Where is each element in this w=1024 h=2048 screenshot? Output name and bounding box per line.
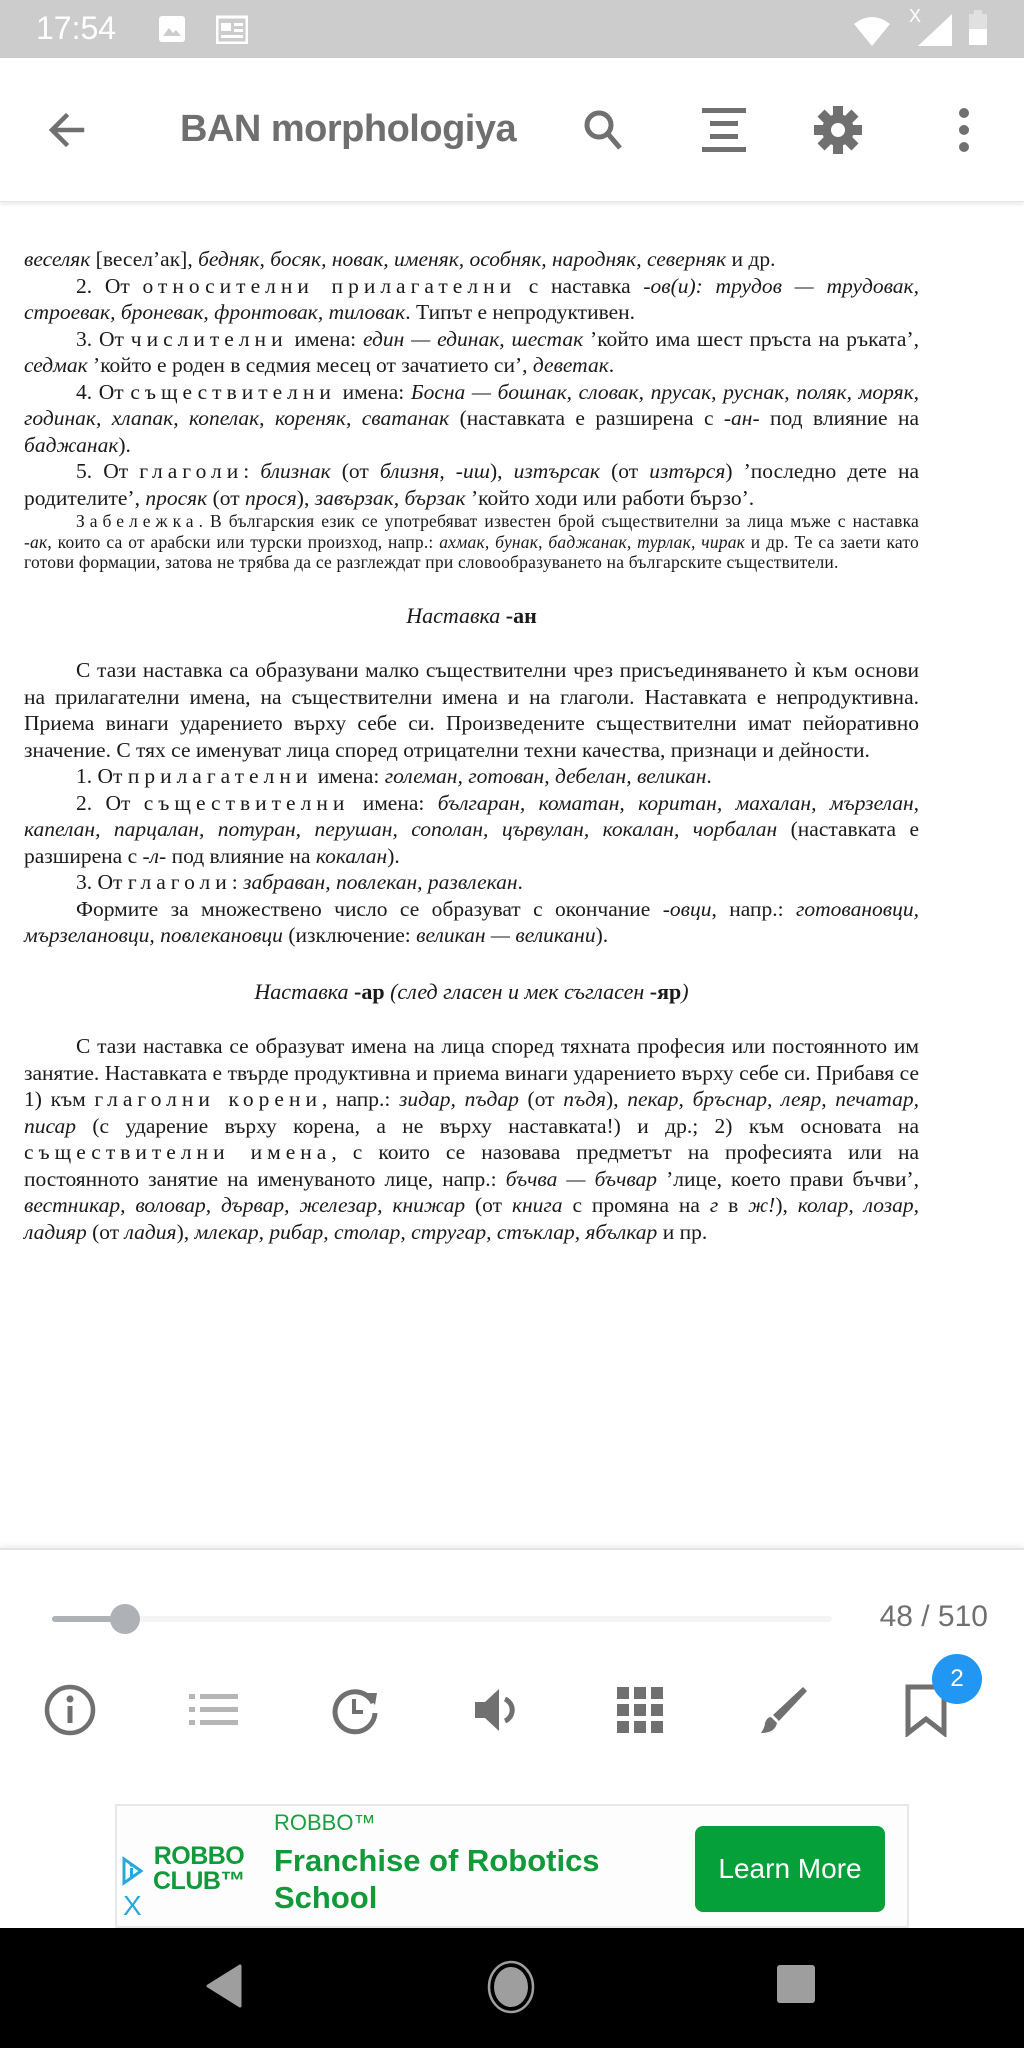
reader-controls (0, 1548, 1024, 1798)
signal-x-mark: X (909, 6, 922, 26)
app-bar (0, 58, 1024, 202)
speaker-icon[interactable] (468, 1680, 528, 1740)
bookmark-count-badge: 2 (932, 1654, 982, 1704)
paragraph: 1. От прилагателни имена: големан, готован, дебелан, великан. (76, 764, 712, 788)
back-triangle-icon[interactable] (204, 1964, 244, 2013)
signal-icon (916, 14, 954, 51)
ad-headline[interactable]: Franchise of Robotics School (274, 1843, 600, 1915)
paragraph: веселяк [весел’ак], бедняк, босяк, новак, именяк, особняк, народняк, северняк и др. (24, 247, 776, 271)
info-icon[interactable] (40, 1680, 100, 1740)
paragraph: С тази наставка се образуват имена на лица според тяхната професия или постоянното им занятие. Наставката е твърде продуктивна и приема винаги ударението върху себе си. Прибавя се 1) към глаголни корени, напр.: зидар, пъдар (от пъдя), пекар, бръснар, леяр, печатар, писар (с ударение върху корена, а не върху наставката!) и др.; 2) към основата на съществителни имена, с които се назовава предметът на професията или на постоянното занятие на именуваното лице, напр.: бъчва — бъчвар ’лице, което прави бъчви’, вестникар, воловар, дървар, железар, книжар (от книга с промяна на г в ж!), колар, лозар, ладияр (от ладия), млекар, рибар, столар, стругар, стъклар, ябълкар и пр. (24, 1034, 919, 1244)
text-align-icon[interactable] (700, 106, 748, 154)
home-circle-icon[interactable] (486, 1960, 536, 2019)
paragraph: 2. От съществителни имена: българан, коматан, коритан, махалан, мързелан, капелан, парцалан, потуран, перушан, сополан, цървулан, кокалан, чорбалан (наставката е разширена с -л- под влияние на кокалан). (24, 790, 919, 868)
section-heading: Наставка -ар (след гласен и мек съгласен -яр) (254, 978, 689, 1004)
robbo-club-logo: ROBBO CLUB™ (153, 1842, 245, 1895)
ad-close-button[interactable]: X (123, 1890, 142, 1921)
note-paragraph: Забележка. В българския език се употребяват известен брой съществителни за лица мъже с наставка -ак, които са от арабски или турски произход, напр.: ахмак, бунак, баджанак, турлак, чирак и др. Те са заети като готови формации, затова не трябва да се разглеждат при словообразуването на българските съществители. (24, 511, 919, 572)
document-text (24, 246, 919, 1245)
page-counter: 48 / 510 (879, 1600, 988, 1633)
page-slider[interactable] (52, 1616, 832, 1622)
more-vert-icon[interactable] (940, 106, 988, 154)
history-icon[interactable] (326, 1680, 386, 1740)
ad-brand: ROBBO™ (274, 1810, 376, 1835)
paragraph: Формите за множествено число се образуват с окончание -овци, напр.: готовановци, мързелановци, повлекановци (изключение: великан — великани). (24, 896, 919, 947)
back-arrow-icon[interactable] (44, 106, 92, 154)
status-time: 17:54 (36, 10, 117, 46)
wifi-icon (852, 14, 892, 53)
recents-square-icon[interactable] (776, 1964, 816, 2009)
page-slider-thumb[interactable] (110, 1604, 140, 1634)
paragraph: 2. От относителни прилагателни с наставка -ов(и): трудов — трудовак, строевак, броневак, фронтовак, тиловак. Типът е непродуктивен. (24, 273, 919, 324)
paragraph: 3. От глаголи: забраван, повлекан, развлекан. (76, 870, 523, 894)
system-nav-bar (0, 1928, 1024, 2048)
grid-icon[interactable] (610, 1680, 670, 1740)
paragraph: 4. От съществителни имена: Босна — бошнак, словак, прусак, руснак, поляк, моряк, годинак, хлапак, копелак, кореняк, сватанак (наставката е разширена с -ан- под влияние на баджанак). (24, 379, 920, 457)
book-title: BAN morphologiya (180, 108, 517, 150)
battery-icon (968, 10, 988, 51)
section-heading: Наставка -ан (406, 602, 537, 628)
image-icon (158, 14, 186, 49)
paragraph: 5. От глаголи: близнак (от близня, -иш), изтърсак (от изтърся) ’последно дете на родителите’, просяк (от прося), завързак, бързак ’който ходи или работи бързо’. (24, 459, 919, 510)
paragraph: С тази наставка са образувани малко съществителни чрез присъединяването ѝ към основи на прилагателни имена, на съществителни имена и на глаголи. Наставката е непродуктивна. Приема винаги ударението върху себе си. Произведените съществителни имат пейоративно значение. С тях се именуват лица според отрицателни техни качества, признаци и дейности. (24, 658, 919, 762)
learn-more-button[interactable]: Learn More (695, 1826, 885, 1912)
search-icon[interactable] (580, 106, 628, 154)
document-page[interactable] (0, 206, 1024, 1548)
brush-icon[interactable] (752, 1680, 812, 1740)
toc-list-icon[interactable] (184, 1680, 244, 1740)
gear-icon[interactable] (814, 106, 862, 154)
paragraph: 3. От числителни имена: един — единак, шестак ’който има шест пръста на ръката’, седмак ’който е роден в седмия месец от зачатието си’, деветак. (24, 326, 919, 377)
status-bar (0, 0, 1024, 58)
adchoices-icon[interactable] (121, 1856, 145, 1891)
ad-banner[interactable] (115, 1804, 909, 1928)
news-icon (216, 14, 248, 49)
